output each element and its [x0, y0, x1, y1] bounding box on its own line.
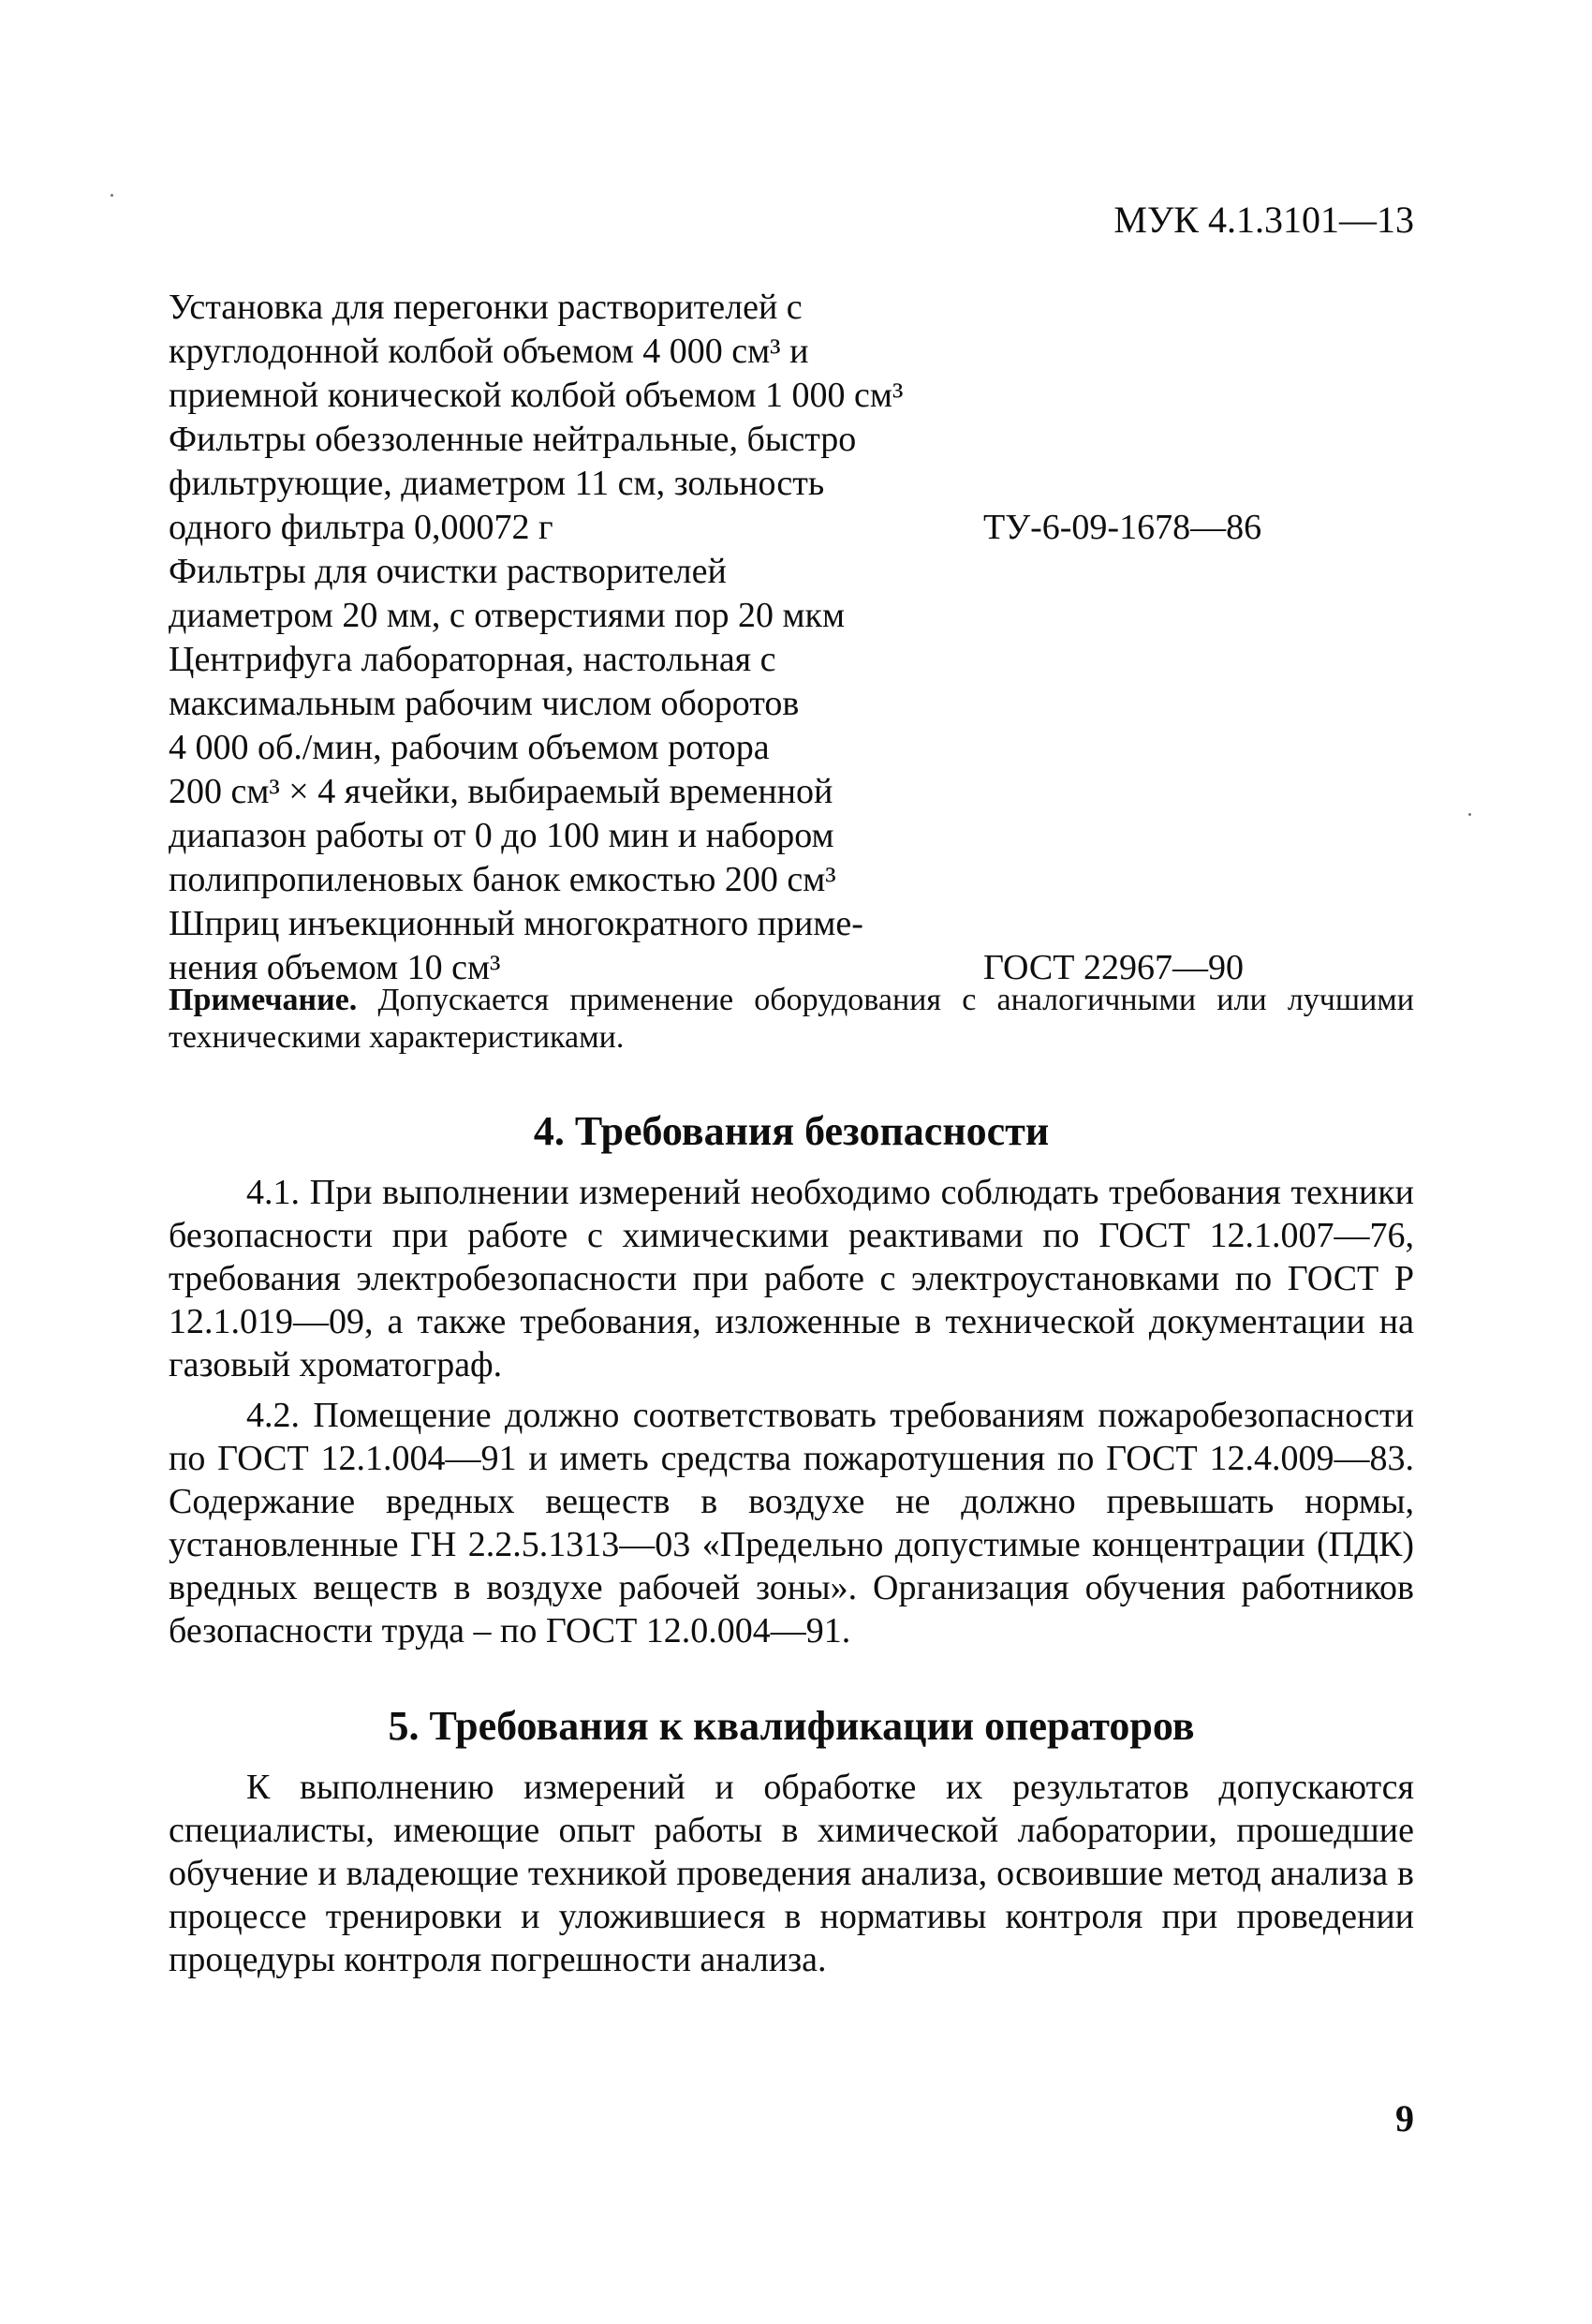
section-5-heading: 5. Требования к квалификации операторов: [388, 1703, 1195, 1749]
equipment-standard: ГОСТ 22967—90: [983, 948, 1244, 987]
equipment-line: Шприц инъекционный многократного приме-: [169, 904, 863, 943]
section-4-body: [169, 1171, 1414, 1660]
equipment-line: диаметром 20 мм, с отверстиями пор 20 мкм: [169, 596, 846, 635]
equipment-line: Установка для перегонки растворителей с: [169, 288, 803, 327]
equipment-item: [169, 286, 1414, 418]
equipment-line: максимальным рабочим числом оборотов: [169, 684, 800, 723]
page-number: 9: [1395, 2097, 1414, 2139]
equipment-item: [169, 902, 1414, 990]
document-code: МУК 4.1.3101—13: [1113, 199, 1414, 241]
note-text: Допускается применение оборудования с аналогичными или лучшими техническими характеристиками.: [169, 983, 1414, 1055]
equipment-line: Фильтры для очистки растворителей: [169, 552, 727, 591]
equipment-line: полипропиленовых банок емкостью 200 см³: [169, 860, 836, 899]
paragraph: К выполнению измерений и обработке их результатов допускаются специалисты, имеющие опыт работы в химической лаборатории, прошедшие обучение и владеющие техникой проведения анализа, освоившие метод анализа в процессе тренировки и уложившиеся в нормативы контроля при проведении процедуры контроля погрешности анализа.: [169, 1768, 1414, 1979]
equipment-line: диапазон работы от 0 до 100 мин и набором: [169, 816, 834, 855]
note-label: Примечание.: [169, 983, 358, 1017]
equipment-line: Фильтры обеззоленные нейтральные, быстро: [169, 420, 857, 459]
section-4-heading: 4. Требования безопасности: [533, 1108, 1050, 1154]
paragraph: 4.2. Помещение должно соответствовать требованиям пожаробезопасности по ГОСТ 12.1.004—91 и иметь средства пожаротушения по ГОСТ 12.4.009—83. Содержание вредных веществ в воздухе не должно превышать нормы, установленные ГН 2.2.5.1313—03 «Предельно допустимые концентрации (ПДК) вредных веществ в воздухе рабочей зоны». Организация обучения работников безопасности труда – по ГОСТ 12.0.004—91.: [169, 1396, 1414, 1650]
paragraph: 4.1. При выполнении измерений необходимо соблюдать требования техники безопасности при работе с химическими реактивами по ГОСТ 12.1.007—76, требования электробезопасности при работе с электроустановками по ГОСТ Р 12.1.019—09, а также требования, изложенные в технической документации на газовый хроматограф.: [169, 1173, 1414, 1384]
section-5-body: [169, 1766, 1414, 1989]
equipment-line: нения объемом 10 см³: [169, 948, 501, 987]
equipment-note: [169, 982, 1414, 1057]
equipment-item: [169, 550, 1414, 638]
equipment-line: 200 см³ × 4 ячейки, выбираемый временной: [169, 772, 833, 811]
equipment-line: 4 000 об./мин, рабочим объемом ротора: [169, 728, 770, 767]
document-page: [169, 0, 1414, 2324]
equipment-line: одного фильтра 0,00072 г: [169, 508, 553, 547]
equipment-line: приемной конической колбой объемом 1 000 см³: [169, 376, 904, 415]
equipment-item: [169, 638, 1414, 902]
equipment-line: фильтрующие, диаметром 11 см, зольность: [169, 464, 825, 503]
equipment-line: Центрифуга лабораторная, настольная с: [169, 640, 776, 679]
equipment-item: [169, 418, 1414, 550]
equipment-list: [169, 286, 1414, 990]
scan-speck: [1468, 813, 1471, 816]
equipment-standard: ТУ-6-09-1678—86: [983, 508, 1262, 547]
equipment-line: круглодонной колбой объемом 4 000 см³ и: [169, 332, 809, 371]
scan-speck: [111, 194, 113, 197]
